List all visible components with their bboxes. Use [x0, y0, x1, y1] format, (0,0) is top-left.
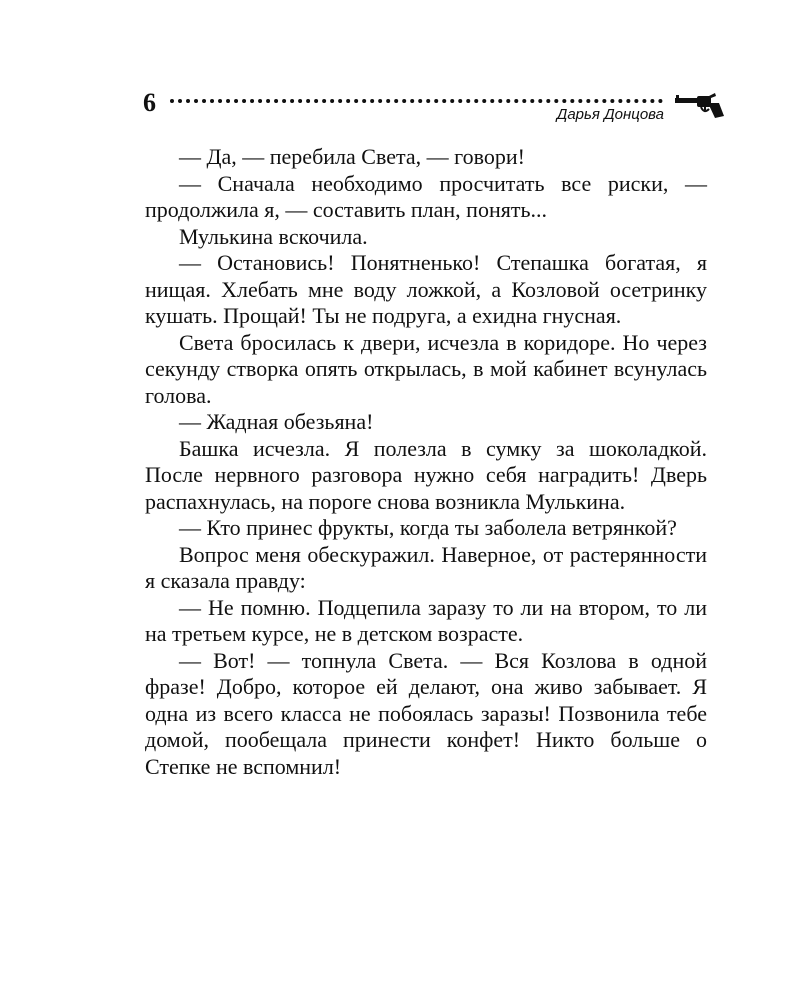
paragraph: — Остановись! Понятненько! Степашка богатая, я нищая. Хлебать мне воду ложкой, а Козловой осетринку кушать. Прощай! Ты не подруга, а ехидна гнусная.	[145, 250, 707, 328]
body-text	[145, 144, 707, 780]
paragraph: Мулькина вскочила.	[179, 223, 368, 249]
paragraph: Башка исчезла. Я полезла в сумку за шоколадкой. После нервного разговора нужно себя наградить! Дверь распахнулась, на пороге снова возникла Мулькина.	[145, 435, 707, 514]
running-head-author: Дарья Донцова	[556, 106, 664, 123]
page-number: 6	[143, 88, 156, 117]
paragraph: — Вот! — топнула Света. — Вся Козлова в одной фразе! Добро, которое ей делают, она живо забывает. Я одна из всего класса не побоялась заразы! Позвонила тебе домой, пообещала принести конфет! Никто больше о Степке не вспомнил!	[145, 647, 707, 779]
paragraph: — Да, — перебила Света, — говори!	[179, 144, 525, 169]
header-dotted-rule	[170, 99, 663, 103]
paragraph: Света бросилась к двери, исчезла в коридоре. Но через секунду створка опять открылась, в мой кабинет всунулась голова.	[145, 329, 707, 408]
paragraph: — Жадная обезьяна!	[179, 409, 374, 434]
paragraph: Вопрос меня обескуражил. Наверное, от растерянности я сказала правду:	[145, 541, 707, 593]
paragraph: — Не помню. Подцепила заразу то ли на втором, то ли на третьем курсе, не в детском возрасте.	[145, 594, 707, 646]
paragraph: — Сначала необходимо просчитать все риски, — продолжила я, — составить план, понять...	[145, 170, 707, 222]
paragraph: — Кто принес фрукты, когда ты заболела ветрянкой?	[179, 515, 677, 540]
revolver-icon	[673, 91, 725, 119]
